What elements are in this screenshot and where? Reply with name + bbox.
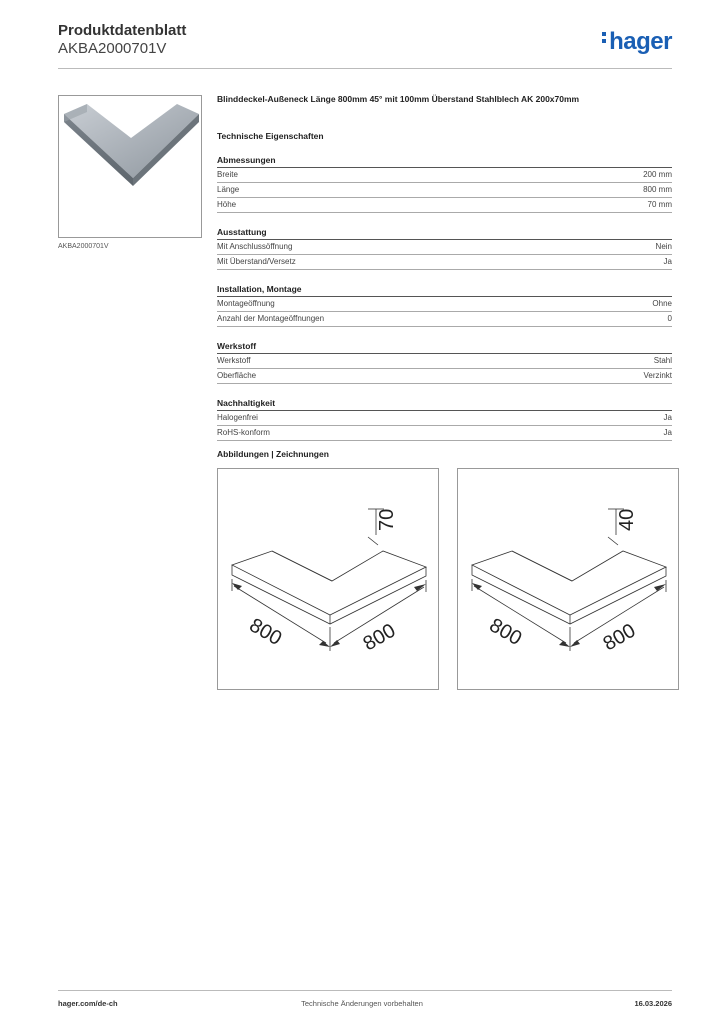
product-image-caption: AKBA2000701V — [58, 243, 109, 250]
property-value: Stahl — [653, 356, 672, 365]
drawing-corner-icon — [218, 469, 438, 689]
drawing2-left-label: 800 — [485, 614, 526, 651]
footer-website-link[interactable]: hager.com/de-ch — [58, 999, 118, 1008]
property-label: RoHS-konform — [217, 428, 270, 437]
figures-heading: Abbildungen | Zeichnungen — [217, 449, 329, 459]
property-row — [217, 354, 672, 369]
technical-drawing-2 — [457, 468, 679, 690]
footer-date: 16.03.2026 — [634, 999, 672, 1008]
property-value: 70 mm — [647, 200, 672, 209]
drawing1-right-label: 800 — [359, 619, 400, 656]
drawing-corner-icon — [458, 469, 678, 689]
property-value: 200 mm — [643, 170, 672, 179]
property-row — [217, 426, 672, 441]
property-label: Werkstoff — [217, 356, 251, 365]
property-label: Mit Überstand/Versetz — [217, 257, 296, 266]
section-title: Ausstattung — [217, 227, 672, 240]
hager-logo — [602, 28, 672, 56]
section-installation — [217, 284, 672, 327]
product-image — [58, 95, 202, 238]
property-row — [217, 297, 672, 312]
technical-drawing-1 — [217, 468, 439, 690]
property-row — [217, 198, 672, 213]
property-value: 800 mm — [643, 185, 672, 194]
product-details — [217, 94, 672, 441]
footer-divider — [58, 990, 672, 991]
property-row — [217, 255, 672, 270]
property-row — [217, 168, 672, 183]
property-label: Breite — [217, 170, 238, 179]
property-value: Ja — [663, 257, 672, 266]
drawing1-left-label: 800 — [245, 614, 286, 651]
header-divider — [58, 68, 672, 69]
property-value: Verzinkt — [643, 371, 672, 380]
drawing1-height-label: 70 — [376, 508, 398, 531]
logo-text: hager — [609, 28, 672, 55]
page-title: Produktdatenblatt — [58, 22, 187, 39]
property-label: Oberfläche — [217, 371, 257, 380]
property-row — [217, 369, 672, 384]
property-value: Ja — [663, 413, 672, 422]
footer-disclaimer: Technische Änderungen vorbehalten — [301, 999, 423, 1008]
property-row — [217, 411, 672, 426]
drawing2-height-label: 40 — [616, 508, 638, 531]
section-material — [217, 341, 672, 384]
property-row — [217, 183, 672, 198]
section-sustainability — [217, 398, 672, 441]
section-title: Abmessungen — [217, 155, 672, 168]
property-label: Montageöffnung — [217, 299, 275, 308]
drawing2-right-label: 800 — [599, 619, 640, 656]
section-dimensions — [217, 155, 672, 213]
section-title: Nachhaltigkeit — [217, 398, 672, 411]
property-label: Halogenfrei — [217, 413, 258, 422]
section-equipment — [217, 227, 672, 270]
product-code: AKBA2000701V — [58, 40, 167, 57]
property-row — [217, 312, 672, 327]
logo-dots-icon — [602, 29, 607, 46]
property-label: Anzahl der Montageöffnungen — [217, 314, 325, 323]
property-value: Ja — [663, 428, 672, 437]
tech-properties-heading: Technische Eigenschaften — [217, 131, 324, 141]
product-render-icon — [59, 96, 201, 237]
property-row — [217, 240, 672, 255]
product-title: Blinddeckel-Außeneck Länge 800mm 45° mit 100mm Überstand Stahlblech AK 200x70mm — [217, 94, 580, 104]
property-value: Nein — [655, 242, 672, 251]
section-title: Werkstoff — [217, 341, 672, 354]
property-label: Länge — [217, 185, 240, 194]
section-title: Installation, Montage — [217, 284, 672, 297]
property-value: Ohne — [652, 299, 672, 308]
property-label: Mit Anschlussöffnung — [217, 242, 293, 251]
property-value: 0 — [667, 314, 672, 323]
property-label: Höhe — [217, 200, 237, 209]
